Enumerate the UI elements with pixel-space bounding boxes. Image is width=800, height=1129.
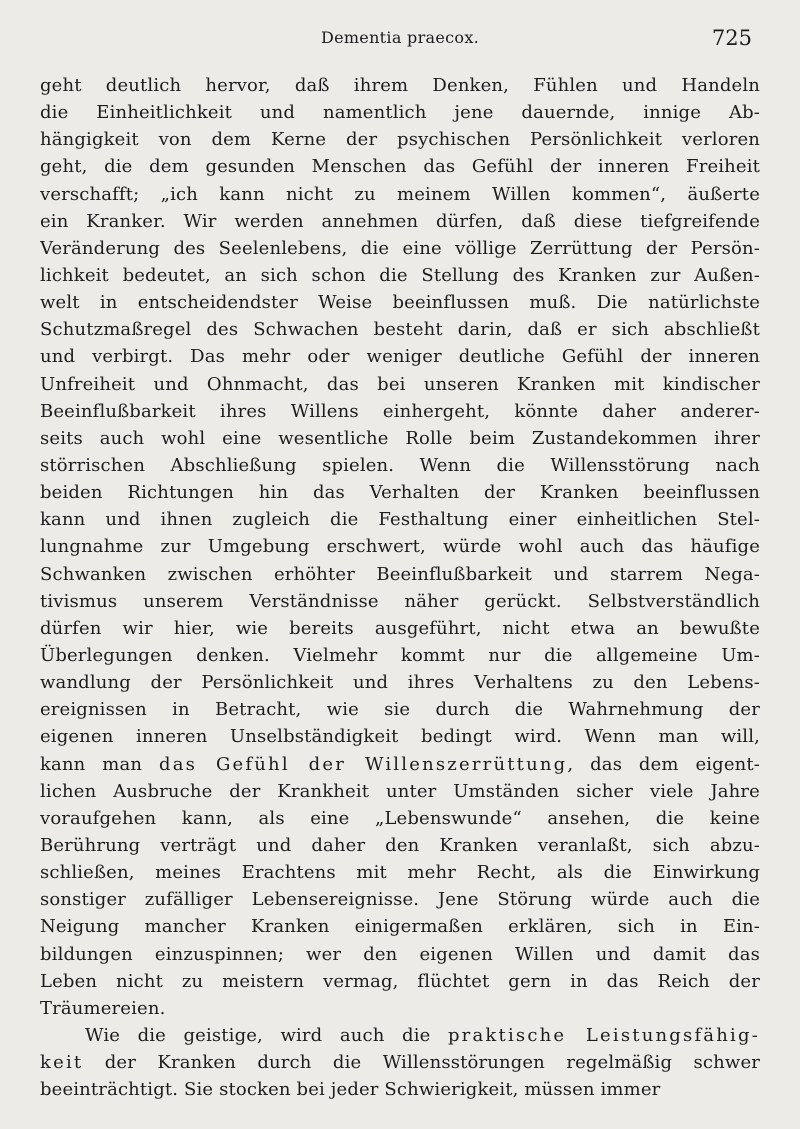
text-line: verschafft; „ich kann nicht zu meinem Willen kommen“, äußerte: [40, 183, 760, 205]
running-title: Dementia praecox.: [320, 28, 480, 47]
text-line: und verbirgt. Das mehr oder weniger deutliche Gefühl der inneren: [40, 346, 760, 368]
text-line: Schutzmaßregel des Schwachen besteht darin, daß er sich abschließt: [40, 319, 760, 341]
text-line: wandlung der Persönlichkeit und ihres Verhaltens zu den Lebens-: [40, 672, 760, 694]
text-line: Überlegungen denken. Vielmehr kommt nur die allgemeine Um-: [40, 644, 760, 666]
text-segment: kann man: [40, 753, 159, 775]
text-line: Leben nicht zu meistern vermag, flüchtet gern in das Reich der: [40, 970, 760, 992]
text-line: schließen, meines Erachtens mit mehr Recht, als die Einwirkung: [40, 862, 760, 884]
text-line: Berührung verträgt und daher den Kranken veranlaßt, sich abzu-: [40, 834, 760, 856]
text-line: Schwanken zwischen erhöhter Beeinflußbarkeit und starrem Nega-: [40, 563, 760, 585]
text-line: lichkeit bedeutet, an sich schon die Stellung des Kranken zur Außen-: [40, 264, 760, 286]
text-line: Unfreiheit und Ohnmacht, das bei unseren Kranken mit kindischer: [40, 373, 760, 395]
text-line: Träumereien.: [40, 997, 166, 1019]
body-text: [40, 72, 760, 1103]
emphasized-text: praktische Leistungsfähig-: [447, 1024, 760, 1046]
text-line: [40, 751, 760, 778]
text-line: Neigung mancher Kranken einigermaßen erklären, sich in Ein-: [40, 916, 760, 938]
text-line: geht, die dem gesunden Menschen das Gefühl der inneren Freiheit: [40, 156, 760, 178]
text-line: bildungen einzuspinnen; wer den eigenen Willen und damit das: [40, 943, 760, 965]
text-segment: , das dem eigent-: [567, 753, 760, 775]
emphasized-text: keit: [40, 1052, 84, 1074]
text-line: geht deutlich hervor, daß ihrem Denken, Fühlen und Handeln: [40, 75, 760, 96]
text-segment: der Kranken durch die Willensstörungen regelmäßig schwer: [83, 1052, 760, 1074]
text-line: eigenen inneren Unselbständigkeit bedingt wird. Wenn man will,: [40, 726, 760, 748]
text-line: Veränderung des Seelenlebens, die eine völlige Zerrüttung der Persön-: [40, 237, 760, 259]
text-line: welt in entscheidendster Weise beeinflussen muß. Die natürlichste: [40, 292, 760, 314]
text-line: [40, 1049, 760, 1076]
text-line: sonstiger zufälliger Lebensereignisse. Jene Störung würde auch die: [40, 889, 760, 911]
text-line: seits auch wohl eine wesentliche Rolle beim Zustandekommen ihrer: [40, 427, 760, 449]
text-line: lichen Ausbruche der Krankheit unter Umständen sicher viele Jahre: [40, 780, 760, 802]
text-line: voraufgehen kann, als eine „Lebenswunde“ ansehen, die keine: [40, 807, 760, 829]
page-header: [40, 28, 760, 54]
emphasized-text: das Gefühl der Willenszerrüttung: [158, 753, 568, 775]
text-line: [40, 1022, 760, 1049]
text-line: die Einheitlichkeit und namentlich jene dauernde, innige Ab-: [40, 102, 760, 124]
text-line: beiden Richtungen hin das Verhalten der Kranken beeinflussen: [40, 482, 760, 504]
page-number: 725: [711, 26, 752, 50]
text-line: beeinträchtigt. Sie stocken bei jeder Schwierigkeit, müssen immer: [40, 1079, 661, 1101]
text-segment: Wie die geistige, wird auch die: [85, 1024, 448, 1046]
text-line: ereignissen in Betracht, wie sie durch die Wahrnehmung der: [40, 699, 760, 721]
text-line: hängigkeit von dem Kerne der psychischen Persönlichkeit verloren: [40, 129, 760, 151]
text-line: Beeinflußbarkeit ihres Willens einhergeht, könnte daher anderer-: [40, 400, 760, 422]
text-line: lungnahme zur Umgebung erschwert, würde wohl auch das häufige: [40, 536, 760, 558]
text-line: dürfen wir hier, wie bereits ausgeführt, nicht etwa an bewußte: [40, 617, 760, 639]
text-line: störrischen Abschließung spielen. Wenn die Willensstörung nach: [40, 454, 760, 476]
text-line: tivismus unserem Verständnisse näher gerückt. Selbstverständlich: [40, 590, 760, 612]
text-line: kann und ihnen zugleich die Festhaltung einer einheitlichen Stel-: [40, 509, 760, 531]
text-line: ein Kranker. Wir werden annehmen dürfen, daß diese tiefgreifende: [40, 210, 760, 232]
